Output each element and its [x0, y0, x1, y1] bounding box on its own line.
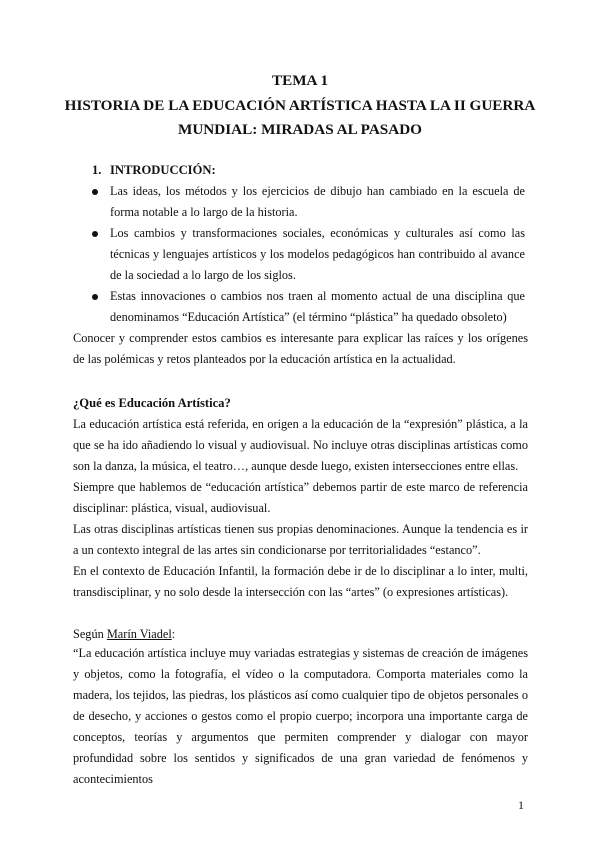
title-line-2: MUNDIAL: MIRADAS AL PASADO — [178, 121, 422, 138]
quote-intro-prefix: Según — [73, 627, 107, 641]
question-paragraph-2: Siempre que hablemos de “educación artística” debemos partir de este marco de referencia disciplinar: plástica, visual, audiovisual. — [73, 480, 528, 515]
quote-author: Marín Viadel — [106, 627, 172, 641]
quote-paragraph: “La educación artística incluye muy variadas estrategias y sistemas de creación de imágenes y objetos, como la fotografía, el vídeo o la computadora. Comporta materiales como la madera, los tejidos, las piedras, los plásticos así como cualquier tipo de objetos personales o de desecho, y acciones o gestos como el propio cuerpo; incorpora una importante carga de conceptos, teorías y argumentos que permiten comprender y dialogar con mayor profundidad sobre los sentidos y significados de una gran variedad de fenómenos y acontecimientos — [73, 646, 528, 786]
bullet-text: Estas innovaciones o cambios nos traen al momento actual de una disciplina que denominamos “Educación Artística” (el término “plástica” ha quedado obsoleto) — [110, 289, 525, 324]
bullet-text: Los cambios y transformaciones sociales, económicas y culturales así como las técnicas y lenguajes artísticos y los modelos pedagógicos han contribuido al avance de la sociedad a lo largo de los siglos. — [110, 226, 525, 282]
list-item — [110, 223, 525, 286]
intro-heading-text: INTRODUCCIÓN: — [110, 163, 216, 177]
bullet-icon — [92, 294, 98, 300]
question-paragraph-3: Las otras disciplinas artísticas tienen sus propias denominaciones. Aunque la tendencia es ir a un contexto integral de las artes sin condicionarse por territorialidades “estanco”. — [73, 522, 528, 557]
title-line-1: HISTORIA DE LA EDUCACIÓN ARTÍSTICA HASTA LA II GUERRA — [64, 97, 536, 114]
question-paragraph-1: La educación artística está referida, en origen a la educación de la “expresión” plástica, a la que se ha ido añadiendo lo visual y audiovisual. No incluye otras disciplinas artísticas como son la danza, la música, el teatro…, aunque desde luego, existen intersecciones entre ellas. — [73, 417, 528, 473]
list-item — [110, 181, 525, 223]
page-number: 1 — [518, 798, 524, 812]
bullet-icon — [92, 189, 98, 195]
tema-label: TEMA 1 — [271, 72, 329, 89]
question-heading: ¿Qué es Educación Artística? — [73, 396, 231, 410]
list-item — [110, 286, 525, 328]
intro-heading — [92, 163, 216, 178]
quote-intro-suffix: : — [171, 627, 176, 641]
intro-bullet-list — [110, 181, 525, 328]
question-paragraph-4: En el contexto de Educación Infantil, la formación debe ir de lo disciplinar a lo inter, multi, transdisciplinar, y no solo desde la intersección con las “artes” (o expresiones artísticas). — [73, 564, 528, 599]
bullet-icon — [92, 231, 98, 237]
intro-closing-paragraph: Conocer y comprender estos cambios es interesante para explicar las raíces y los orígenes de las polémicas y retos planteados por la educación artística en la actualidad. — [73, 331, 528, 366]
quote-intro — [73, 624, 528, 645]
bullet-text: Las ideas, los métodos y los ejercicios de dibujo han cambiado en la escuela de forma notable a lo largo de la historia. — [110, 184, 525, 219]
intro-heading-number: 1. — [92, 163, 102, 177]
